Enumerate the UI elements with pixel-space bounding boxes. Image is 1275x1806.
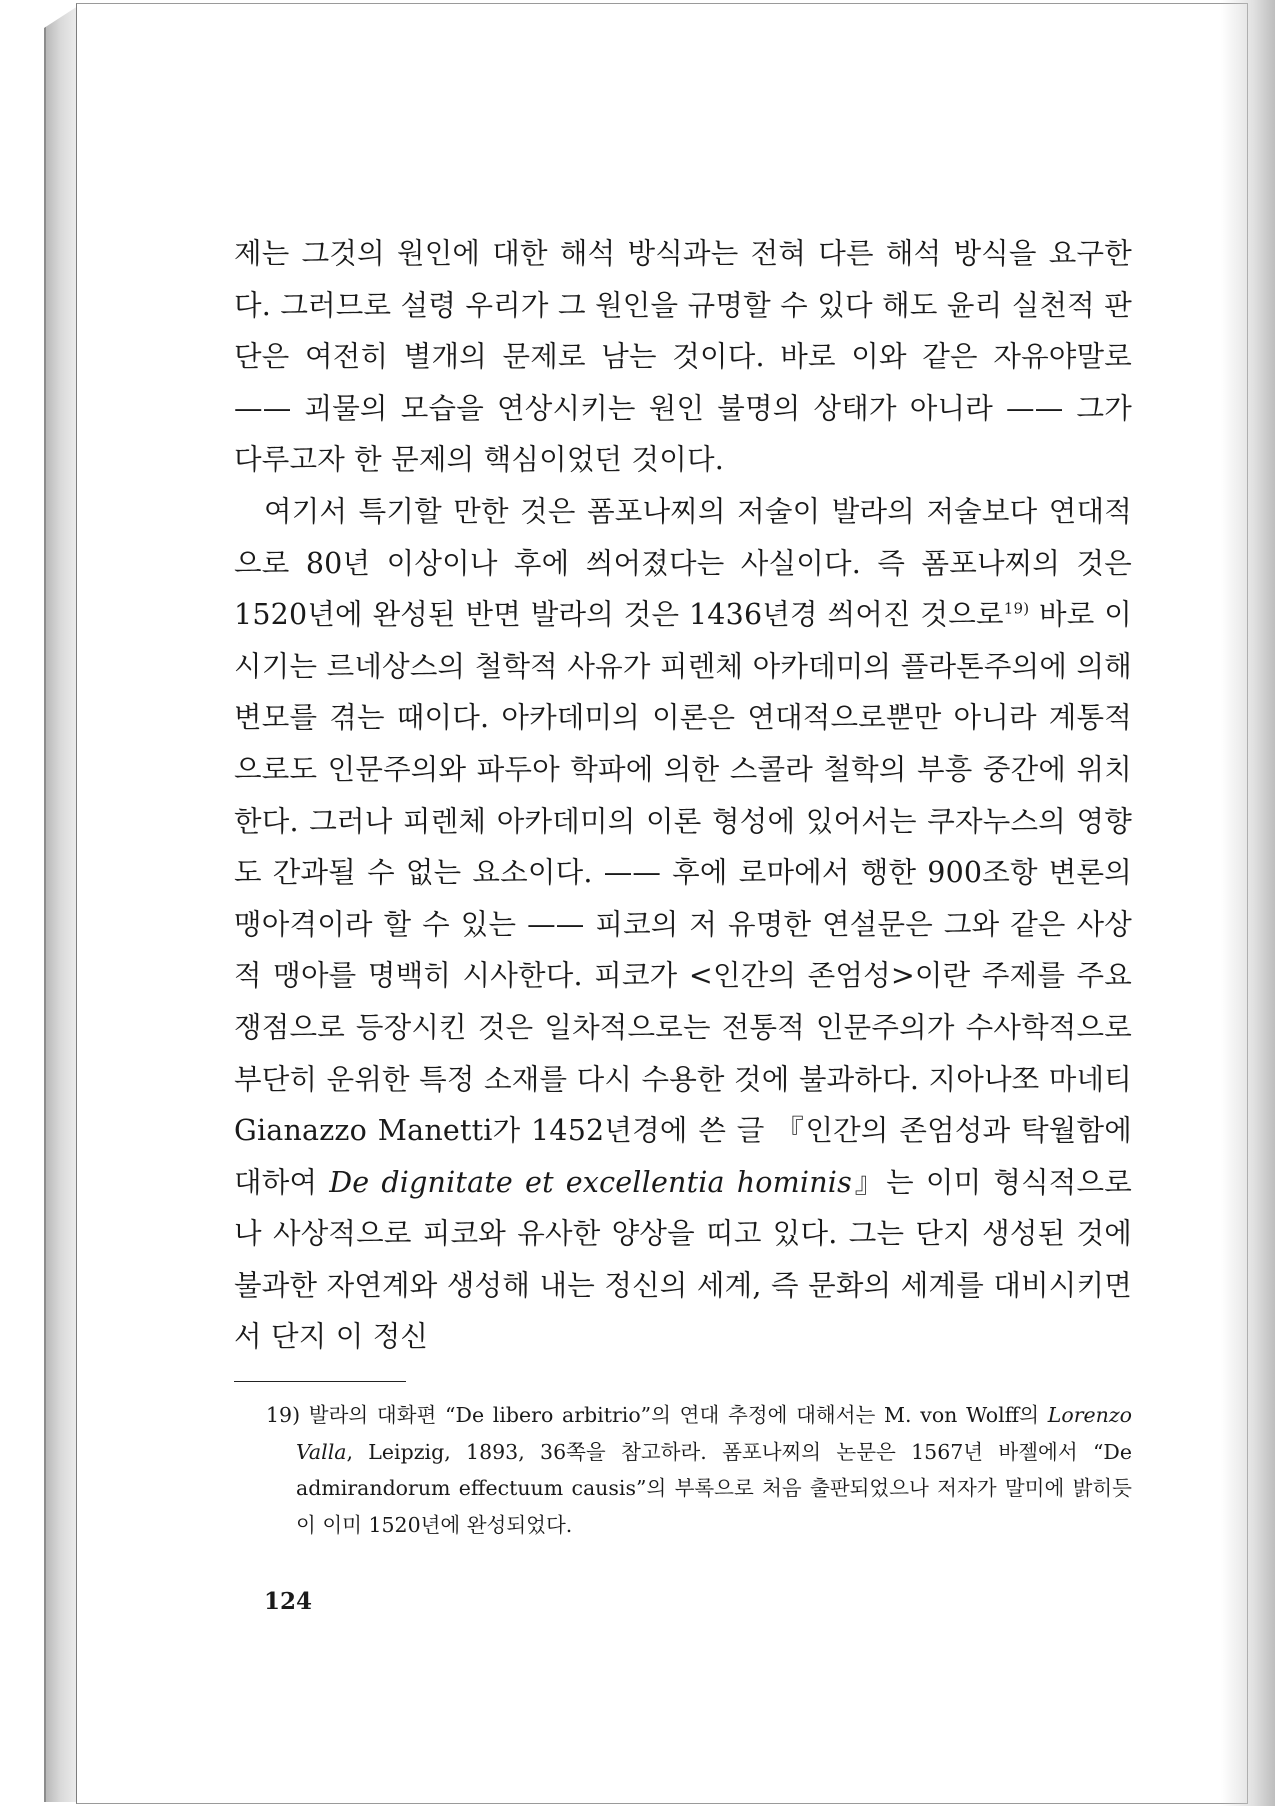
paragraph-2-text-b: 바로 이 시기는 르네상스의 철학적 사유가 피렌체 아카데미의 플라톤주의에 의해 변모를 겪는 때이다. 아카데미의 이론은 연대적으로뿐만 아니라 계통적으로도 인문주의와 파두아 학파에 의한 스콜라 철학의 부흥 중간에 위치한다. 그러나 피렌체 아카데미의 이론 형성에 있어서는 쿠자누스의 영향도 간과될 수 없는 요소이다. —— 후에 로마에서 행한 900조항 변론의 맹아격이라 할 수 있는 —— 피코의 저 유명한 연설문은 그와 같은 사상적 맹아를 명백히 시사한다. 피코가 <인간의 존엄성>이란 주제를 주요 쟁점으로 등장시킨 것은 일차적으로는 전통적 인문주의가 수사학적으로 부단히 운위한 특정 소재를 다시 수용한 것에 불과하다. 지아나쪼 마네티 Gianazzo Manetti가 1452년경에 쓴 글 『인간의 존엄성과 탁월함에 대하여: [234, 598, 1132, 1199]
paragraph-2-text-a: 여기서 특기할 만한 것은 폼포나찌의 저술이 발라의 저술보다 연대적으로 80년 이상이나 후에 씌어졌다는 사실이다. 즉 폼포나찌의 것은 1520년에 완성된 반면 발라의 것은 1436년경 씌어진 것으로: [234, 494, 1132, 632]
page-number: 124: [264, 1588, 313, 1615]
footnote-text-a: 19) 발라의 대화편 “De libero arbitrio”의 연대 추정에 대해서는 M. von Wolff의: [266, 1403, 1048, 1427]
body-text: [234, 228, 1132, 1363]
book-spine: [44, 6, 78, 1802]
footnote: [234, 1397, 1132, 1543]
page-edge-shadow: [1221, 0, 1275, 1806]
footnote-19: [234, 1397, 1132, 1543]
latin-title: De dignitate et excellentia hominis: [329, 1165, 852, 1199]
paragraph-2-text-c: 』는 이미 형식적으로나 사상적으로 피코와 유사한 양상을 띠고 있다. 그는 단지 생성된 것에 불과한 자연계와 생성해 내는 정신의 세계, 즉 문화의 세계를 대비시키면서 단지 이 정신: [234, 1165, 1132, 1354]
footnote-rule: [234, 1381, 406, 1382]
paragraph-1: [234, 228, 1132, 486]
paragraph-1-text: 제는 그것의 원인에 대한 해석 방식과는 전혀 다른 해석 방식을 요구한다. 그러므로 설령 우리가 그 원인을 규명할 수 있다 해도 윤리 실천적 판단은 여전히 별개의 문제로 남는 것이다. 바로 이와 같은 자유야말로 —— 괴물의 모습을 연상시키는 원인 불명의 상태가 아니라 —— 그가 다루고자 한 문제의 핵심이었던 것이다.: [234, 237, 1132, 477]
paragraph-2: [234, 486, 1132, 1363]
footnote-book-title: Lorenzo Valla: [296, 1403, 1132, 1464]
footnote-reference[interactable]: 19): [1003, 599, 1030, 618]
footnote-text-b: , Leipzig, 1893, 36쪽을 참고하라. 폼포나찌의 논문은 1567년 바젤에서 “De admirandorum effectuum causis”의 부록으로 처음 출판되었으나 저자가 말미에 밝히듯이 이미 1520년에 완성되었다.: [296, 1439, 1132, 1537]
